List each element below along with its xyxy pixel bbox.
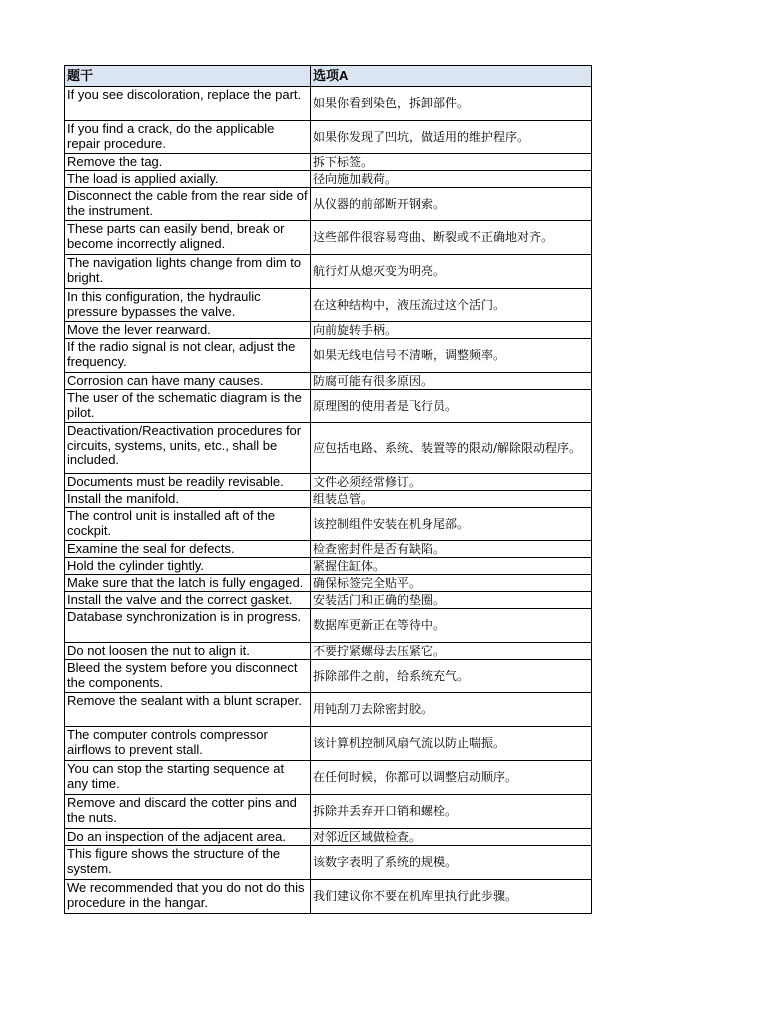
table-row — [65, 660, 592, 693]
table-row — [65, 188, 592, 221]
option-a-cell — [311, 660, 592, 693]
option-a-text: 数据库更新正在等待中。 — [313, 619, 446, 632]
table-row — [65, 643, 592, 660]
stem-cell — [65, 727, 311, 761]
option-a-text: 拆下标签。 — [313, 155, 374, 169]
option-a-text: 应包括电路、系统、装置等的限动/解除限动程序。 — [313, 441, 582, 455]
option-a-text: 该控制组件安装在机身尾部。 — [313, 517, 470, 531]
table-row — [65, 761, 592, 795]
table-row — [65, 339, 592, 373]
option-a-text: 如果你发现了凹坑，做适用的维护程序。 — [313, 130, 530, 144]
table-row — [65, 693, 592, 727]
option-a-cell — [311, 474, 592, 491]
option-a-text: 向前旋转手柄。 — [313, 323, 398, 337]
stem-text: Documents must be readily revisable. — [67, 475, 284, 489]
stem-text: Do not loosen the nut to align it. — [67, 644, 250, 658]
option-a-text: 该数字表明了系统的规模。 — [313, 856, 458, 869]
table-row — [65, 829, 592, 846]
stem-cell — [65, 390, 311, 423]
option-a-cell — [311, 171, 592, 188]
option-a-text: 对邻近区域做检查。 — [313, 830, 422, 844]
stem-text: If you find a crack, do the applicable repair procedure. — [67, 122, 275, 151]
option-a-cell — [311, 289, 592, 322]
stem-cell — [65, 660, 311, 693]
table-row — [65, 289, 592, 322]
table-row — [65, 171, 592, 188]
option-a-text: 原理图的使用者是飞行员。 — [313, 399, 458, 413]
table-row — [65, 474, 592, 491]
option-a-cell — [311, 609, 592, 643]
stem-cell — [65, 188, 311, 221]
table-row — [65, 322, 592, 339]
table-row — [65, 609, 592, 643]
stem-cell — [65, 541, 311, 558]
table-row — [65, 221, 592, 255]
option-a-cell — [311, 829, 592, 846]
table-row — [65, 373, 592, 390]
table-row — [65, 255, 592, 289]
stem-cell — [65, 508, 311, 541]
table-row — [65, 491, 592, 508]
stem-text: If you see discoloration, replace the part. — [67, 88, 302, 102]
option-a-text: 如果你看到染色，拆卸部件。 — [313, 97, 470, 110]
option-a-cell — [311, 508, 592, 541]
stem-text: Do an inspection of the adjacent area. — [67, 830, 286, 844]
stem-text: This figure shows the structure of the system. — [67, 847, 281, 876]
stem-cell — [65, 795, 311, 829]
stem-text: Install the manifold. — [67, 492, 180, 506]
stem-text: The control unit is installed aft of the cockpit. — [67, 509, 276, 538]
stem-text: We recommended that you do not do this procedure in the hangar. — [67, 881, 305, 910]
stem-text: Remove and discard the cotter pins and the nuts. — [67, 796, 297, 825]
table-row — [65, 154, 592, 171]
stem-text: Install the valve and the correct gasket. — [67, 593, 293, 607]
table-row — [65, 390, 592, 423]
stem-text: In this configuration, the hydraulic pressure bypasses the valve. — [67, 290, 261, 319]
stem-text: The user of the schematic diagram is the pilot. — [67, 391, 302, 420]
stem-cell — [65, 87, 311, 121]
stem-cell — [65, 154, 311, 171]
option-a-cell — [311, 87, 592, 121]
option-a-text: 如果无线电信号不清晰，调整频率。 — [313, 349, 506, 362]
header-row — [65, 66, 592, 87]
column-header-stem: 题干 — [65, 66, 311, 87]
stem-cell — [65, 846, 311, 880]
option-a-text: 从仪器的前部断开钢索。 — [313, 197, 446, 211]
table-row — [65, 508, 592, 541]
stem-text: Make sure that the latch is fully engaged. — [67, 576, 304, 590]
stem-text: Move the lever rearward. — [67, 323, 211, 337]
option-a-text: 不要拧紧螺母去压紧它。 — [313, 644, 446, 658]
option-a-text: 紧握住缸体。 — [313, 559, 386, 573]
option-a-text: 拆除部件之前，给系统充气。 — [313, 669, 470, 683]
table-row — [65, 121, 592, 154]
option-a-text: 径向施加载荷。 — [313, 172, 398, 186]
option-a-cell — [311, 693, 592, 727]
option-a-cell — [311, 727, 592, 761]
stem-cell — [65, 423, 311, 474]
stem-text: Bleed the system before you disconnect the components. — [67, 661, 298, 690]
stem-cell — [65, 693, 311, 727]
stem-cell — [65, 491, 311, 508]
option-a-text: 该计算机控制风扇气流以防止喘振。 — [313, 737, 506, 750]
option-a-text: 检查密封件是否有缺陷。 — [313, 542, 446, 556]
table-body — [65, 87, 592, 914]
stem-text: Corrosion can have many causes. — [67, 374, 264, 388]
stem-cell — [65, 121, 311, 154]
stem-text: Remove the tag. — [67, 155, 163, 169]
stem-cell — [65, 171, 311, 188]
table-row — [65, 558, 592, 575]
stem-cell — [65, 474, 311, 491]
table-row — [65, 575, 592, 592]
option-a-cell — [311, 339, 592, 373]
table-row — [65, 423, 592, 474]
stem-text: Hold the cylinder tightly. — [67, 559, 205, 573]
stem-cell — [65, 221, 311, 255]
option-a-text: 组装总管。 — [313, 492, 374, 506]
table-row — [65, 592, 592, 609]
stem-cell — [65, 558, 311, 575]
option-a-cell — [311, 491, 592, 508]
stem-cell — [65, 289, 311, 322]
option-a-cell — [311, 558, 592, 575]
option-a-text: 这些部件很容易弯曲、断裂或不正确地对齐。 — [313, 231, 554, 244]
option-a-cell — [311, 795, 592, 829]
option-a-text: 我们建议你不要在机库里执行此步骤。 — [313, 890, 518, 903]
stem-text: Disconnect the cable from the rear side of the instrument. — [67, 189, 308, 218]
option-a-cell — [311, 390, 592, 423]
stem-text: Database synchronization is in progress. — [67, 610, 302, 624]
option-a-cell — [311, 373, 592, 390]
table-row — [65, 880, 592, 914]
option-a-cell — [311, 423, 592, 474]
stem-text: If the radio signal is not clear, adjust the frequency. — [67, 340, 296, 369]
option-a-text: 确保标签完全贴平。 — [313, 576, 422, 590]
table-row — [65, 846, 592, 880]
option-a-cell — [311, 221, 592, 255]
stem-cell — [65, 880, 311, 914]
stem-cell — [65, 255, 311, 289]
stem-text: Examine the seal for defects. — [67, 542, 235, 556]
stem-text: You can stop the starting sequence at any time. — [67, 762, 285, 791]
option-a-cell — [311, 575, 592, 592]
table-row — [65, 727, 592, 761]
option-a-cell — [311, 255, 592, 289]
translation-table — [64, 65, 592, 914]
stem-text: Remove the sealant with a blunt scraper. — [67, 694, 302, 708]
stem-cell — [65, 575, 311, 592]
table-row — [65, 87, 592, 121]
option-a-text: 在任何时候，你都可以调整启动顺序。 — [313, 771, 518, 784]
stem-cell — [65, 592, 311, 609]
option-a-cell — [311, 541, 592, 558]
option-a-text: 防腐可能有很多原因。 — [313, 374, 434, 388]
stem-cell — [65, 322, 311, 339]
stem-cell — [65, 373, 311, 390]
option-a-cell — [311, 154, 592, 171]
stem-cell — [65, 829, 311, 846]
stem-text: The computer controls compressor airflows to prevent stall. — [67, 728, 268, 757]
option-a-text: 安装活门和正确的垫圈。 — [313, 593, 446, 607]
stem-cell — [65, 643, 311, 660]
option-a-cell — [311, 761, 592, 795]
option-a-text: 用钝刮刀去除密封胶。 — [313, 703, 434, 716]
option-a-text: 文件必须经常修订。 — [313, 475, 422, 489]
option-a-cell — [311, 188, 592, 221]
option-a-text: 在这种结构中，液压流过这个活门。 — [313, 298, 506, 312]
stem-text: The navigation lights change from dim to bright. — [67, 256, 302, 285]
option-a-cell — [311, 846, 592, 880]
stem-cell — [65, 609, 311, 643]
option-a-cell — [311, 322, 592, 339]
column-header-option-a: 选项A — [311, 66, 592, 87]
option-a-cell — [311, 880, 592, 914]
option-a-cell — [311, 121, 592, 154]
stem-text: The load is applied axially. — [67, 172, 219, 186]
stem-cell — [65, 339, 311, 373]
table-row — [65, 795, 592, 829]
table-row — [65, 541, 592, 558]
option-a-text: 航行灯从熄灭变为明亮。 — [313, 265, 446, 278]
stem-text: These parts can easily bend, break or become incorrectly aligned. — [67, 222, 285, 251]
option-a-text: 拆除并丢弃开口销和螺栓。 — [313, 805, 458, 818]
option-a-cell — [311, 643, 592, 660]
stem-text: Deactivation/Reactivation procedures for circuits, systems, units, etc., shall be included. — [67, 424, 302, 467]
option-a-cell — [311, 592, 592, 609]
stem-cell — [65, 761, 311, 795]
